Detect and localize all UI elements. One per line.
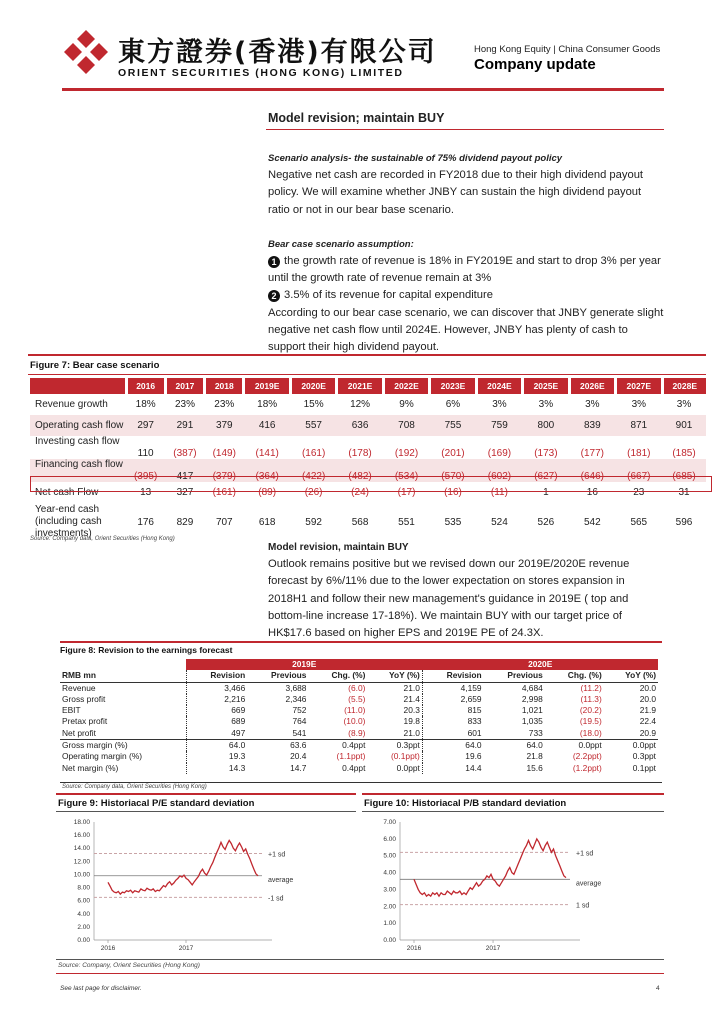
model-block — [268, 539, 664, 642]
bear-cell: 13 — [140, 487, 152, 498]
assumption-2 — [268, 287, 664, 304]
figure8-top-rule — [60, 641, 662, 643]
bear-cell: 636 — [337, 415, 383, 436]
earn-cell: (1.2ppt) — [572, 762, 602, 773]
bear-year-2019e: 2019E — [244, 378, 290, 394]
earn-cell: 0.0ppt — [367, 763, 422, 774]
earn-cell: (2.2ppt) — [572, 751, 602, 762]
company-name-chinese: 東方證券(香港)有限公司 — [118, 37, 437, 68]
bear-cell: (141) — [255, 448, 279, 459]
pe-xtick-label: 2017 — [178, 945, 194, 952]
bear-table-header — [30, 378, 706, 394]
earn-cell: 19.3 — [228, 751, 246, 762]
bear-cell: (161) — [301, 448, 326, 459]
earn-cell: 2,346 — [285, 693, 307, 704]
bear-year-2021e: 2021E — [337, 378, 383, 394]
bear-cell: 3% — [585, 399, 600, 410]
bear-row-label: Net cash Flow — [35, 486, 99, 498]
earn-cell: (1.1ppt) — [336, 751, 366, 762]
pe-band-label: -1 sd — [268, 895, 284, 903]
pe-ytick-label: 6.00 — [77, 897, 90, 905]
earn-cell: (8.9) — [348, 727, 366, 738]
earn-col-header: Previous — [247, 670, 308, 682]
earn-col-header: Revision — [186, 670, 247, 682]
earn-cell: (10.0) — [343, 716, 366, 727]
bear-row-label: Operating cash flow — [30, 415, 126, 436]
pb-ytick-label: 1.00 — [383, 920, 396, 928]
bear-cell: 23 — [633, 487, 645, 498]
earn-cell: 3,466 — [224, 682, 246, 693]
earn-cell: 733 — [528, 727, 543, 738]
figure8-source: Source: Company data, Orient Securities (Hong Kong) — [62, 784, 207, 790]
earn-cell: 815 — [467, 705, 482, 716]
earn-cell: (11.2) — [580, 682, 602, 693]
earn-cell: 0.4ppt — [308, 740, 367, 752]
bear-cell: (169) — [487, 448, 512, 459]
bear-row — [30, 436, 706, 459]
bear-cell: 291 — [165, 415, 204, 436]
earn-cell: 752 — [292, 705, 307, 716]
bear-year-2025e: 2025E — [523, 378, 569, 394]
bear-cell: 707 — [215, 516, 233, 528]
earn-col-header: RMB mn — [60, 670, 186, 682]
bear-year-2026e: 2026E — [569, 378, 615, 394]
earn-cell: 669 — [231, 705, 246, 716]
earn-cell: 21.4 — [367, 694, 422, 705]
bear-cell: 526 — [537, 516, 555, 528]
earn-cell: 14.7 — [290, 762, 307, 773]
earn-cell: 14.4 — [465, 762, 482, 773]
bear-conclusion: According to our bear case scenario, we can discover that JNBY generate slight negative net cash flow until 2024E. However, JNBY has plenty of cash to support their high dividend payout. — [268, 306, 664, 354]
bear-cell: 839 — [569, 415, 615, 436]
bear-cell: (178) — [348, 448, 372, 459]
bear-year-2028e: 2028E — [662, 378, 706, 394]
pb-ytick-label: 5.00 — [383, 852, 396, 860]
bear-case-table — [30, 378, 706, 541]
bear-cell: 18% — [135, 399, 156, 410]
bear-cell: (364) — [244, 459, 290, 482]
earn-row-label: Revenue — [60, 682, 186, 694]
bear-cell: 23% — [174, 399, 195, 410]
earn-col-header: YoY (%) — [604, 670, 658, 682]
figure9-title-rule — [56, 811, 356, 812]
scenario-block — [268, 150, 664, 356]
earn-cell: 20.4 — [290, 751, 307, 762]
bear-year-2020e: 2020E — [290, 378, 336, 394]
pe-ytick-label: 16.00 — [73, 832, 90, 840]
earn-cell: 64.0 — [422, 740, 483, 752]
pb-xtick-label: 2016 — [406, 945, 422, 952]
earn-col-header: Chg. (%) — [308, 670, 367, 682]
bear-cell: 110 — [137, 448, 154, 459]
earn-cell: 497 — [231, 727, 246, 738]
pe-xtick-label: 2016 — [100, 945, 116, 952]
earn-cell: 63.6 — [247, 740, 308, 752]
earn-cell: 689 — [231, 716, 246, 727]
pe-band-label: +1 sd — [268, 851, 286, 859]
bear-cell: (149) — [212, 448, 236, 459]
earn-row-label: Pretax profit — [60, 716, 186, 727]
earn-row-label: Gross profit — [60, 694, 186, 705]
footer-divider — [56, 973, 664, 974]
pe-ytick-label: 8.00 — [77, 884, 90, 892]
bear-cell: (482) — [337, 459, 383, 482]
bear-cell: (177) — [580, 448, 605, 459]
model-heading: Model revision, maintain BUY — [268, 542, 409, 553]
earn-row-label: Net profit — [60, 728, 186, 740]
figure10-title-rule — [362, 811, 664, 812]
earnings-revision-table — [60, 659, 658, 774]
pe-ytick-label: 18.00 — [73, 819, 90, 826]
company-logo-icon — [62, 28, 110, 76]
figure8-bottom-rule — [60, 782, 662, 783]
bear-cell: (17) — [397, 487, 416, 498]
bear-cell: 901 — [662, 415, 706, 436]
pb-series-line — [414, 839, 566, 896]
bear-cell: 568 — [351, 516, 369, 528]
pb-band-label: average — [576, 880, 602, 888]
bear-row-label: Year-end cash (including cash investments) — [35, 504, 102, 539]
bear-year-2018: 2018 — [205, 378, 244, 394]
earn-row-label: Net margin (%) — [60, 763, 186, 774]
scenario-heading: Scenario analysis- the sustainable of 75% dividend payout policy — [268, 153, 563, 164]
bear-cell: 3% — [631, 399, 647, 410]
earn-cell: 14.3 — [228, 762, 246, 773]
section-title-underline — [266, 129, 664, 130]
earn-row — [60, 740, 658, 752]
bear-cell: 535 — [444, 516, 462, 528]
bear-cell: 31 — [678, 487, 690, 498]
group-2020e: 2020E — [422, 659, 658, 670]
page-number: 4 — [656, 985, 660, 992]
bear-row-label: Revenue growth — [35, 398, 108, 410]
bear-cell: 524 — [491, 516, 508, 528]
earn-cell: 1,035 — [521, 716, 543, 727]
bear-cell: (685) — [662, 459, 706, 482]
bear-cell: 9% — [399, 399, 414, 410]
pe-series-line — [108, 840, 258, 894]
earn-cell: (0.1ppt) — [367, 751, 422, 762]
pe-ytick-label: 12.00 — [73, 858, 90, 866]
earn-cell: 0.3ppt — [367, 740, 422, 752]
earn-cell: (6.0) — [348, 682, 366, 693]
earn-cell: 21.9 — [639, 705, 656, 716]
section-title: Model revision; maintain BUY — [268, 111, 445, 125]
bear-cell: (201) — [441, 448, 465, 459]
figure8-title: Figure 8: Revision to the earnings forecast — [60, 645, 233, 655]
earn-cell: (18.0) — [579, 727, 602, 738]
earn-row — [60, 763, 658, 774]
earn-cell: 833 — [467, 716, 482, 727]
earn-cell: 0.3ppt — [632, 751, 656, 762]
bear-cell: 829 — [176, 516, 194, 528]
earn-cell: 15.6 — [526, 762, 543, 773]
charts-source: Source: Company, Orient Securities (Hong Kong) — [58, 962, 200, 969]
bear-cell: 618 — [258, 516, 276, 528]
earn-cell: 64.0 — [484, 740, 545, 752]
bear-cell: 542 — [583, 516, 601, 528]
bear-cell: (24) — [351, 487, 369, 498]
group-2019e: 2019E — [186, 659, 422, 670]
earn-cell: 19.6 — [465, 751, 482, 762]
header-divider — [62, 88, 664, 91]
bear-cell: 12% — [350, 399, 371, 410]
bear-cell: (602) — [476, 459, 522, 482]
figure9-top-rule — [56, 793, 356, 795]
report-type-title: Company update — [474, 56, 596, 73]
bear-cell: (627) — [523, 459, 569, 482]
pb-ytick-label: 4.00 — [383, 869, 396, 877]
bear-cell: 379 — [205, 415, 244, 436]
earn-row-label: Gross margin (%) — [60, 740, 186, 752]
figure7-title: Figure 7: Bear case scenario — [30, 360, 160, 371]
earn-cell: (20.2) — [579, 705, 602, 716]
charts-bottom-rule — [56, 959, 664, 960]
bear-heading: Bear case scenario assumption: — [268, 238, 414, 250]
bear-cell: 565 — [630, 516, 648, 528]
bear-cell: 416 — [244, 415, 290, 436]
bear-cell: 551 — [398, 516, 415, 528]
bear-cell: (192) — [394, 448, 419, 459]
earn-cell: 20.9 — [639, 727, 656, 738]
earn-cell: 4,684 — [521, 682, 543, 693]
earn-cell: 20.3 — [367, 705, 422, 716]
earn-column-header — [60, 670, 658, 682]
pb-xtick-label: 2017 — [485, 945, 501, 952]
net-cash-flow-highlight — [30, 476, 712, 492]
earn-cell: 601 — [467, 727, 482, 738]
earn-row — [60, 751, 658, 762]
bear-cell: 592 — [305, 516, 322, 528]
earn-cell: (11.3) — [580, 693, 602, 704]
bear-table-corner — [30, 378, 126, 394]
bear-cell: (161) — [212, 487, 236, 498]
bear-cell: 755 — [430, 415, 476, 436]
earn-cell: 64.0 — [186, 740, 247, 752]
earn-cell: 0.0ppt — [545, 740, 604, 752]
bear-cell: (534) — [383, 459, 429, 482]
bear-year-2016: 2016 — [126, 378, 165, 394]
pe-ytick-label: 0.00 — [77, 937, 90, 944]
pb-std-chart — [362, 814, 664, 958]
earn-cell: 2,998 — [521, 693, 543, 704]
bear-cell: (185) — [672, 448, 696, 459]
earn-col-header: YoY (%) — [367, 670, 422, 682]
earn-col-header: Previous — [484, 670, 545, 682]
bear-cell: 6% — [445, 399, 461, 410]
model-text: Outlook remains positive but we revised down our 2019E/2020E revenue forecast by 6%/11% due to the lower expectation on stores expansion in 2018H1 and follow their new management's guidance in 2019E ( top and bottom-line increase 17-18%). We maintain BUY with our target price of HK$17.6 based on higher EPS and 2019E PE of 24.3X. — [268, 558, 630, 640]
bear-row-label: Financing cash flow — [30, 459, 126, 482]
bear-year-2017: 2017 — [165, 378, 204, 394]
scenario-text: Negative net cash are recorded in FY2018 due to their high dividend payout policy. We will examine whether JNBY can sustain the high dividend payout ratio or not in our bear base scenario. — [268, 169, 644, 216]
bear-cell: 15% — [303, 399, 324, 410]
bear-cell: (395) — [126, 459, 165, 482]
earn-cell: 2,216 — [224, 693, 246, 704]
bear-cell: (379) — [205, 459, 244, 482]
bear-cell: 871 — [616, 415, 662, 436]
pb-ytick-label: 6.00 — [383, 835, 396, 843]
earn-cell: (5.5) — [348, 693, 366, 704]
bear-cell: 557 — [290, 415, 336, 436]
bear-cell: (387) — [173, 448, 197, 459]
pe-ytick-label: 4.00 — [77, 910, 90, 918]
bear-row — [30, 415, 706, 436]
earn-cell: 2,659 — [460, 693, 482, 704]
report-category: Hong Kong Equity | China Consumer Goods — [474, 44, 661, 55]
earn-cell: 764 — [292, 716, 307, 727]
company-name-english: ORIENT SECURITIES (HONG KONG) LIMITED — [118, 67, 404, 79]
earn-cell: (11.0) — [344, 705, 366, 716]
earn-col-header: Chg. (%) — [545, 670, 604, 682]
bear-cell: 596 — [675, 516, 693, 528]
pb-band-label: 1 sd — [576, 902, 590, 910]
earn-cell: 4,159 — [460, 682, 482, 693]
earn-cell: 3,688 — [285, 682, 307, 693]
bear-cell: (11) — [490, 487, 508, 498]
earn-cell: 21.0 — [367, 728, 422, 740]
earn-group-header — [60, 659, 658, 670]
bear-cell: (26) — [304, 487, 323, 498]
pe-band-label: average — [268, 876, 294, 884]
bear-cell: (667) — [616, 459, 662, 482]
pe-std-chart — [56, 814, 356, 958]
earn-row — [60, 728, 658, 740]
bear-cell: 800 — [523, 415, 569, 436]
earn-row — [60, 705, 658, 716]
figure10-top-rule — [362, 793, 664, 795]
earn-group-blank — [60, 659, 186, 670]
earn-cell: 0.0ppt — [604, 740, 658, 752]
earn-row — [60, 682, 658, 694]
figure10-title: Figure 10: Historiacal P/B standard deviation — [364, 798, 567, 809]
bear-cell: 3% — [492, 399, 507, 410]
pe-ytick-label: 2.00 — [77, 923, 90, 931]
bear-row-label: Investing cash flow — [35, 436, 120, 447]
earn-cell: 21.8 — [526, 751, 543, 762]
earn-row-label: EBIT — [60, 705, 186, 716]
earn-cell: (19.5) — [579, 716, 602, 727]
bear-cell: 417 — [165, 459, 204, 482]
earn-col-header: Revision — [422, 670, 483, 682]
pe-ytick-label: 14.00 — [73, 845, 90, 853]
pb-ytick-label: 7.00 — [383, 819, 396, 826]
pe-ytick-label: 10.00 — [73, 871, 90, 879]
bear-cell: 3% — [538, 399, 554, 410]
earn-cell: 0.1ppt — [632, 762, 656, 773]
pb-ytick-label: 3.00 — [383, 886, 396, 894]
bear-cell: (16) — [444, 487, 462, 498]
earn-cell: 20.0 — [639, 682, 656, 693]
figure7-top-rule — [28, 354, 706, 356]
assumption-1 — [268, 253, 664, 287]
earn-cell: 0.4ppt — [342, 762, 366, 773]
assumption-2-text: 3.5% of its revenue for capital expenditure — [284, 289, 493, 302]
number-one-icon: 1 — [268, 256, 280, 268]
bear-cell: (173) — [534, 448, 558, 459]
earn-row — [60, 716, 658, 727]
assumption-1-text: the growth rate of revenue is 18% in FY2019E and start to drop 3% per year until the growth rate of revenue remain at 3% — [268, 255, 661, 285]
pb-band-label: +1 sd — [576, 850, 594, 858]
earn-cell: 20.0 — [639, 693, 656, 704]
bear-cell: 327 — [176, 487, 194, 498]
figure9-title: Figure 9: Historiacal P/E standard deviation — [58, 798, 255, 809]
bear-cell: (181) — [627, 448, 651, 459]
bear-cell: (646) — [569, 459, 615, 482]
earn-cell: 19.8 — [367, 716, 422, 727]
bear-cell: 16 — [586, 487, 598, 498]
bear-cell: 759 — [476, 415, 522, 436]
bear-cell: 23% — [214, 399, 235, 410]
bear-cell: 18% — [257, 399, 278, 410]
bear-cell: (422) — [290, 459, 336, 482]
figure7-title-rule — [28, 374, 706, 375]
earn-cell: 1,021 — [521, 705, 543, 716]
bear-cell: (89) — [258, 487, 277, 498]
earn-cell: 541 — [292, 727, 307, 738]
bear-row — [30, 394, 706, 415]
earn-row — [60, 694, 658, 705]
bear-cell: 708 — [383, 415, 429, 436]
figure7-source: Source: Company data, Orient Securities (Hong Kong) — [30, 536, 175, 542]
bear-year-2023e: 2023E — [430, 378, 476, 394]
earn-cell: 22.4 — [639, 716, 656, 727]
bear-cell: 3% — [676, 399, 692, 410]
pb-ytick-label: 2.00 — [383, 903, 396, 911]
pb-ytick-label: 0.00 — [383, 937, 396, 944]
number-two-icon: 2 — [268, 290, 280, 302]
bear-cell: 176 — [137, 516, 154, 528]
bear-cell: (570) — [430, 459, 476, 482]
earn-cell: 21.0 — [367, 682, 422, 694]
bear-year-2024e: 2024E — [476, 378, 522, 394]
disclaimer-note: See last page for disclaimer. — [60, 985, 142, 992]
bear-year-2027e: 2027E — [616, 378, 662, 394]
earn-row-label: Operating margin (%) — [60, 751, 186, 762]
bear-year-2022e: 2022E — [383, 378, 429, 394]
bear-cell: 297 — [126, 415, 165, 436]
bear-cell: 1 — [543, 487, 549, 498]
